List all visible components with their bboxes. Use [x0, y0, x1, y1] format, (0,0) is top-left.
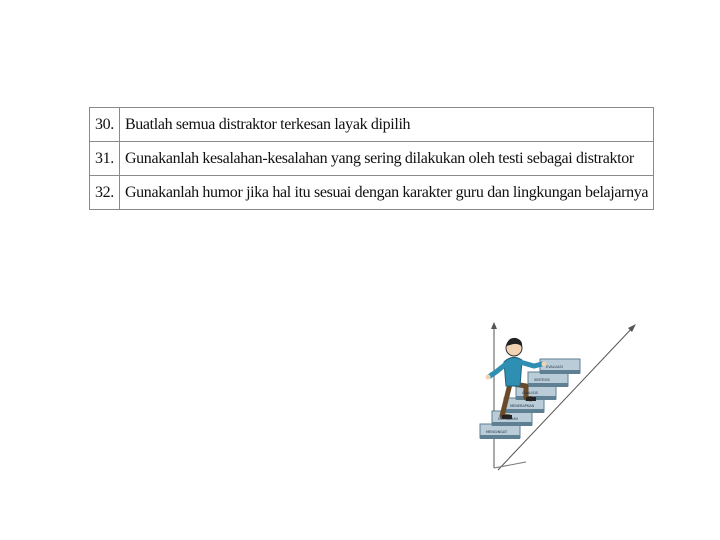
rule-text: Buatlah semua distraktor terkesan layak dipilih [119, 108, 653, 142]
rule-text: Gunakanlah humor jika hal itu sesuai dengan karakter guru dan lingkungan belajarnya [119, 176, 653, 210]
step-label: MENERAPKAN [510, 404, 535, 408]
table-row [90, 142, 654, 176]
rules-table [89, 107, 654, 210]
step-label: MENGINGAT [486, 430, 508, 434]
rule-number: 30. [90, 108, 120, 142]
table-row [90, 176, 654, 210]
rule-number: 32. [90, 176, 120, 210]
step-label: ANALISIS [522, 391, 538, 395]
table-row [90, 108, 654, 142]
step-label: MEMAHAMI [498, 417, 518, 421]
step-label: SINTESIS [534, 378, 550, 382]
rule-text: Gunakanlah kesalahan-kesalahan yang sering dilakukan oleh testi sebagai distraktor [119, 142, 653, 176]
rule-number: 31. [90, 142, 120, 176]
man-climbing-stairs-icon [476, 320, 640, 480]
step-label: EVALUASI [546, 365, 563, 369]
